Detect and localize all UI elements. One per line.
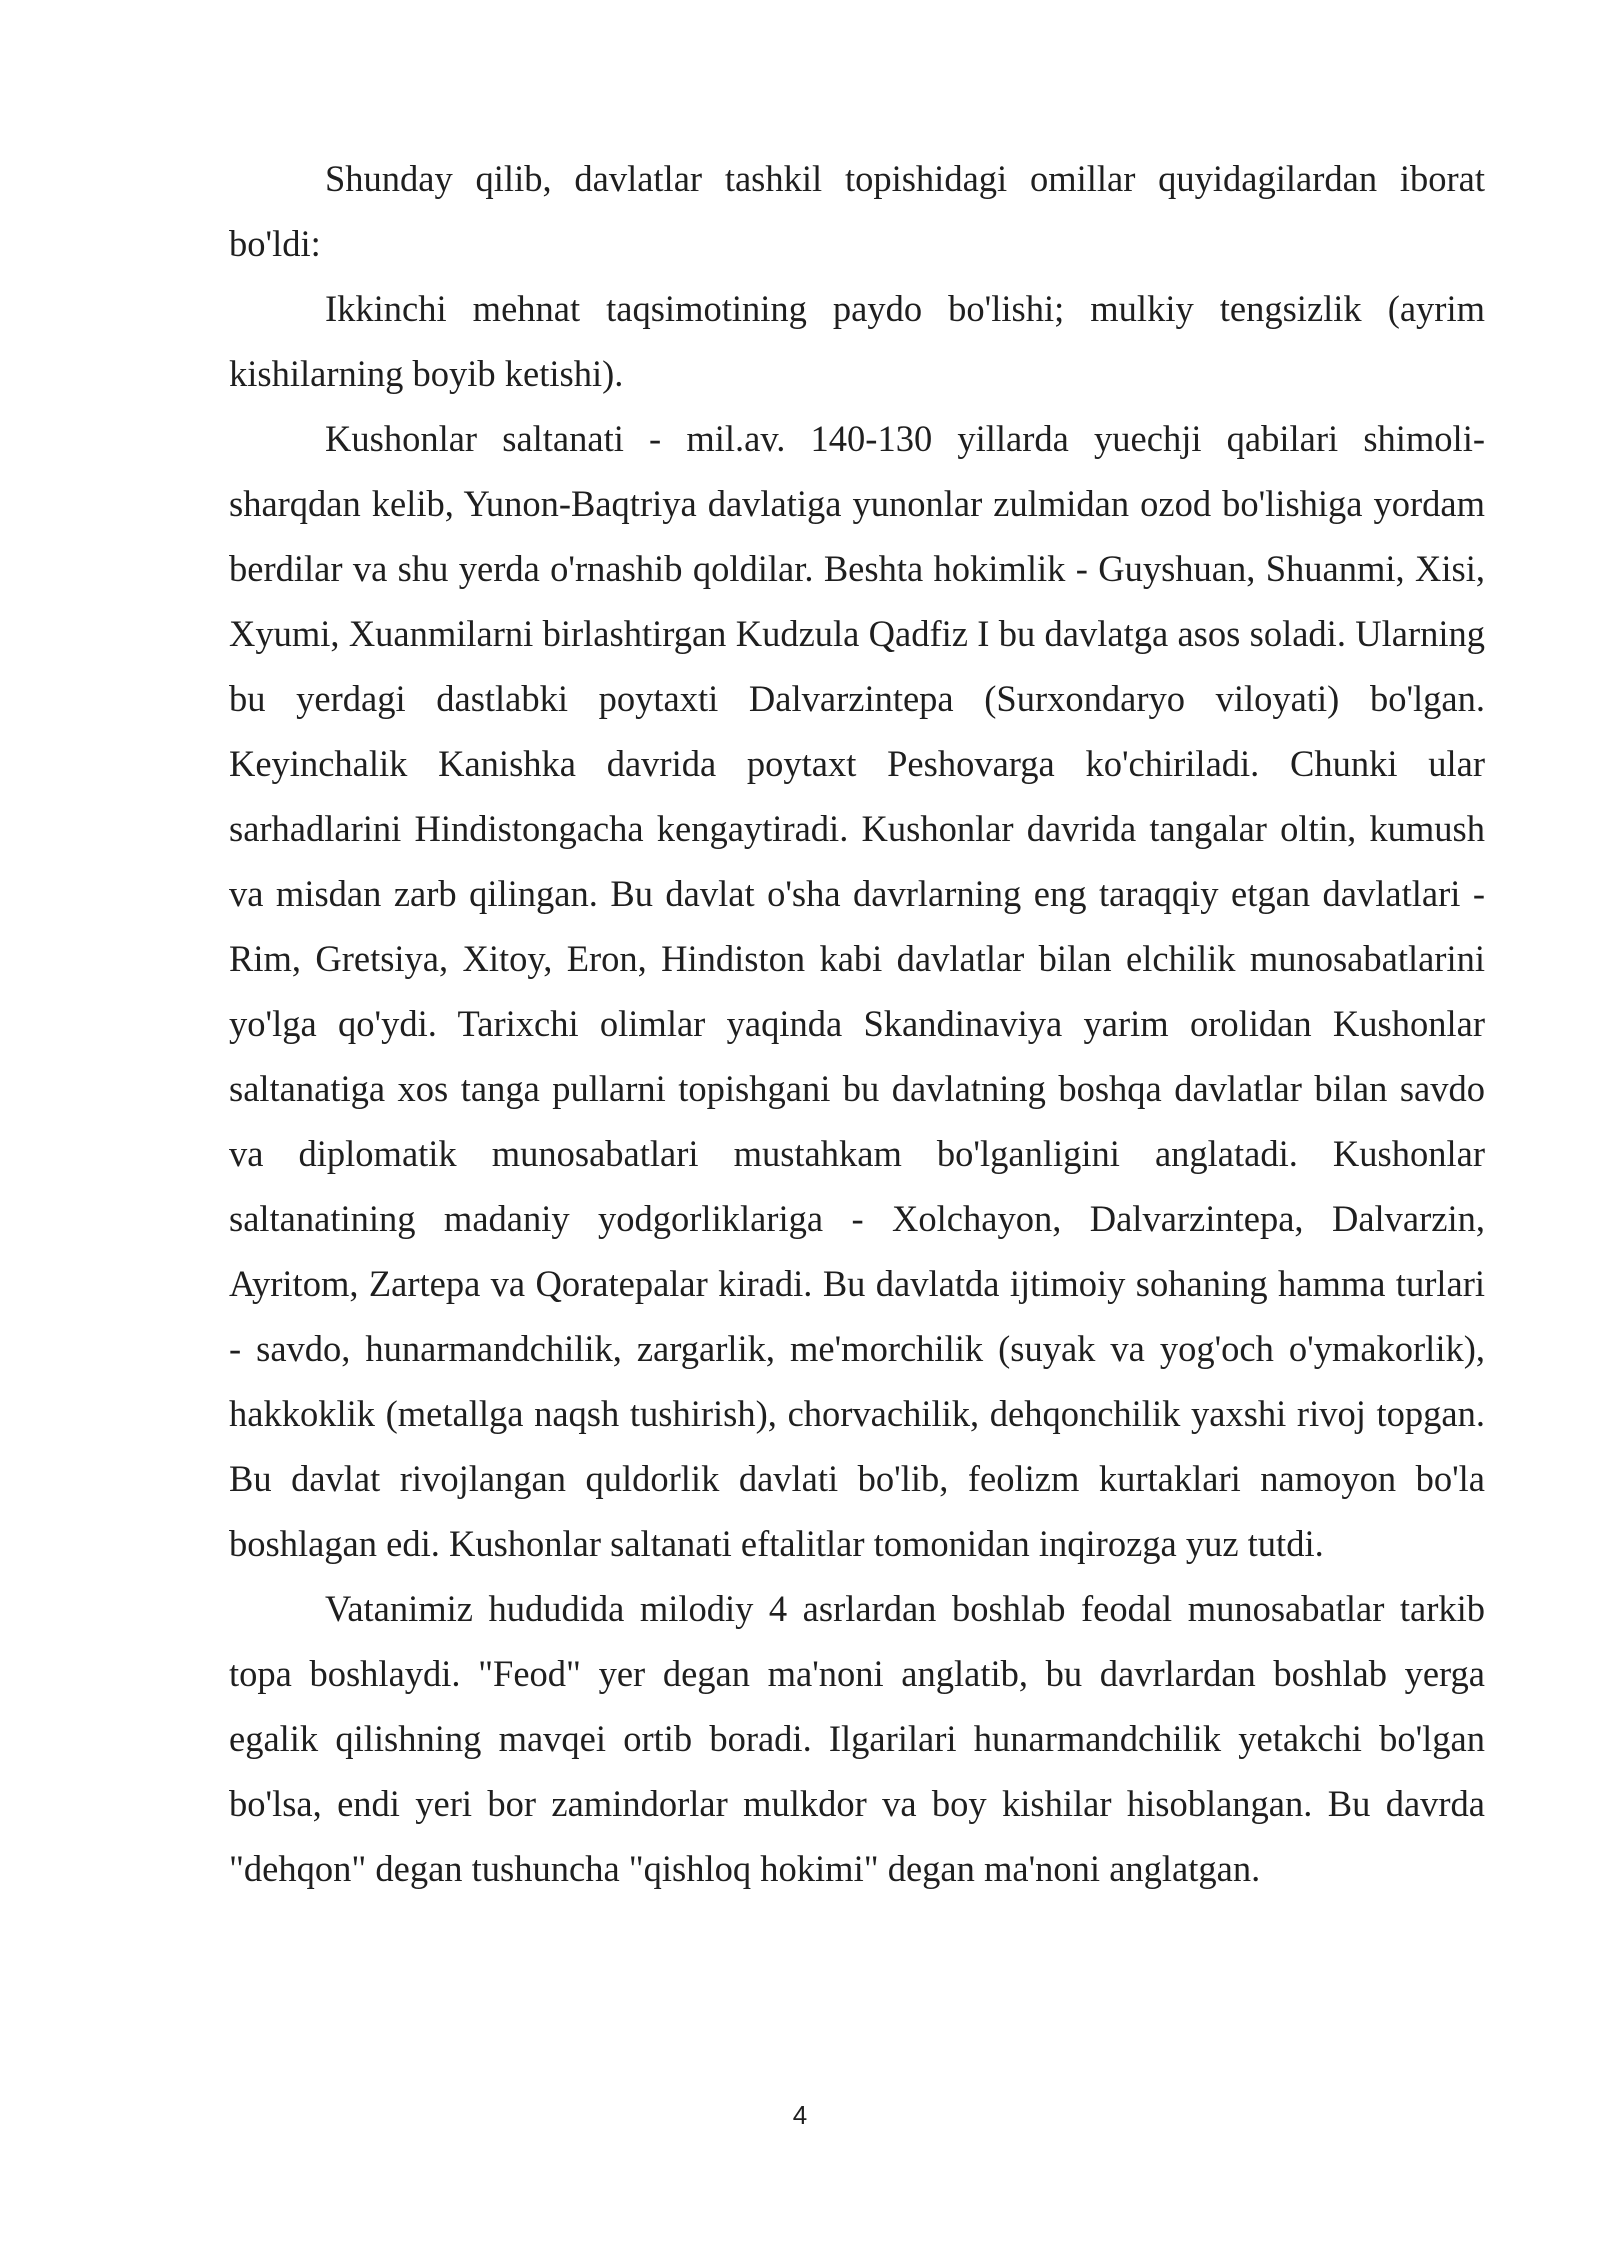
paragraph-intro: Shunday qilib, davlatlar tashkil topishidagi omillar quyidagilardan iborat bo'ldi: bbox=[229, 158, 1485, 264]
paragraph-kushan-empire: Kushonlar saltanati - mil.av. 140-130 yillarda yuechji qabilari shimoli-sharqdan kelib, Yunon-Baqtriya davlatiga yunonlar zulmidan ozod bo'lishiga yordam berdilar va shu yerda o'rnashib qoldilar. Beshta hokimlik - Guyshuan, Shuanmi, Xisi, Xyumi, Xuanmilarni birlashtirgan Kudzula Qadfiz I bu davlatga asos soladi. Ularning bu yerdagi dastlabki poytaxti Dalvarzintepa (Surxondaryo viloyati) bo'lgan. Keyinchalik Kanishka davrida poytaxt Peshovarga ko'chiriladi. Chunki ular sarhadlarini Hindistongacha kengaytiradi. Kushonlar davrida tangalar oltin, kumush va misdan zarb qilingan. Bu davlat o'sha davrlarning eng taraqqiy etgan davlatlari - Rim, Gretsiya, Xitoy, Eron, Hindiston kabi davlatlar bilan elchilik munosabatlarini yo'lga qo'ydi. Tarixchi olimlar yaqinda Skandinaviya yarim orolidan Kushonlar saltanatiga xos tanga pullarni topishgani bu davlatning boshqa davlatlar bilan savdo va diplomatik munosabatlari mustahkam bo'lganligini anglatadi. Kushonlar saltanatining madaniy yodgorliklariga - Xolchayon, Dalvarzintepa, Dalvarzin, Ayritom, Zartepa va Qoratepalar kiradi. Bu davlatda ijtimoiy sohaning hamma turlari - savdo, hunarmandchilik, zargarlik, me'morchilik (suyak va yog'och o'ymakorlik), hakkoklik (metallga naqsh tushirish), chorvachilik, dehqonchilik yaxshi rivoj topgan. Bu davlat rivojlangan quldorlik davlati bo'lib, feolizm kurtaklari namoyon bo'la boshlagan edi. Kushonlar saltanati eftalitlar tomonidan inqirozga yuz tutdi. bbox=[229, 418, 1485, 1564]
body-text bbox=[229, 146, 1485, 1901]
paragraph-feudal-relations: Vatanimiz hududida milodiy 4 asrlardan boshlab feodal munosabatlar tarkib topa boshlaydi. "Feod" yer degan ma'noni anglatib, bu davrlardan boshlab yerga egalik qilishning mavqei ortib boradi. Ilgarilari hunarmandchilik yetakchi bo'lgan bo'lsa, endi yeri bor zamindorlar mulkdor va boy kishilar hisoblangan. Bu davrda "dehqon" degan tushuncha "qishloq hokimi" degan ma'noni anglatgan. bbox=[229, 1588, 1485, 1889]
page-number: 4 bbox=[792, 2100, 808, 2130]
paragraph-labor-division: Ikkinchi mehnat taqsimotining paydo bo'lishi; mulkiy tengsizlik (ayrim kishilarning boyib ketishi). bbox=[229, 288, 1485, 394]
